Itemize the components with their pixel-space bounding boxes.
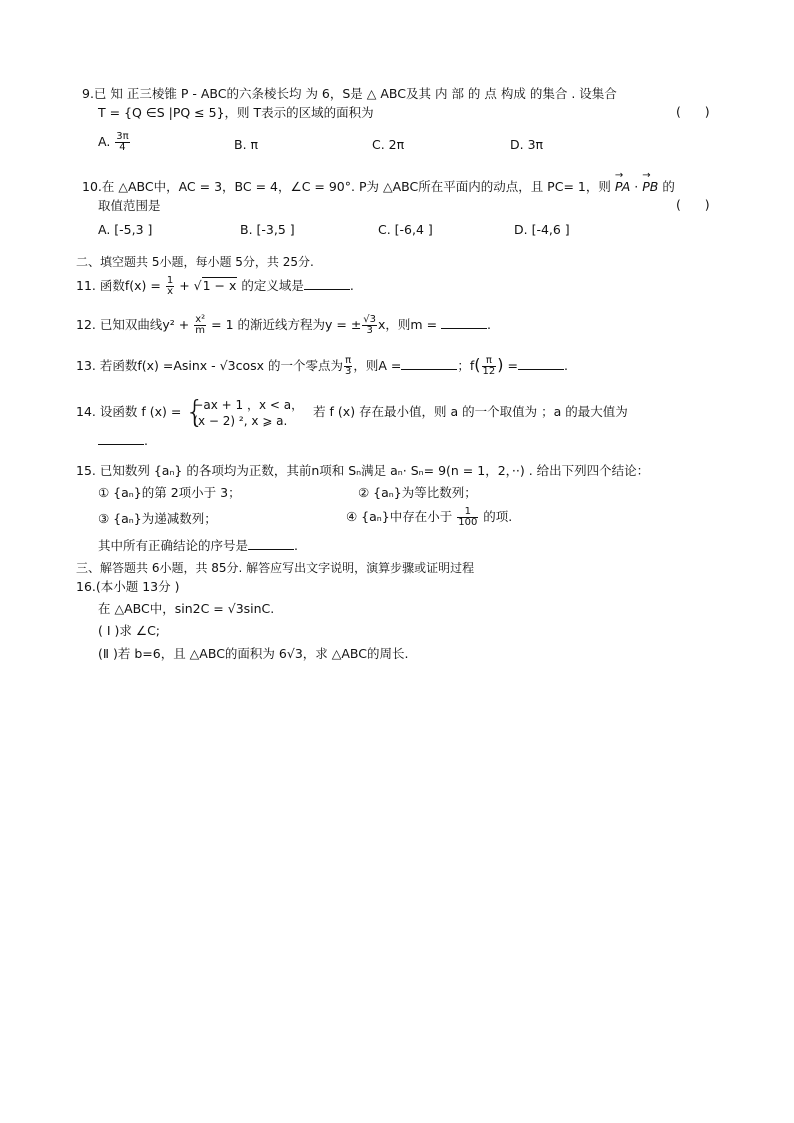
q10-line1: 10.在 △ABC中，AC = 3，BC = 4，∠C = 90°. P为 △ABC所在平面内的动点，且 PC= 1，则 → PA · → PB 的 — [82, 178, 675, 196]
q16-part-1: ( Ⅰ )求 ∠C; — [98, 623, 161, 638]
q15-last-line: 其中所有正确结论的序号是 . — [98, 538, 298, 553]
q12-fraction-x2-m: $\frac{\text{x²}}{m}$ — [195, 314, 206, 336]
q13-answer-blank-f — [518, 357, 564, 370]
q9-option-b: B. π — [234, 137, 259, 152]
q13: 13. 若函数f(x) =Asinx - √3cosx 的一个零点为 $\frac{\pi}{3}$ ，则A = ；f( $\frac{\pi}{12}$ ) = . — [76, 355, 568, 377]
q15-conclusion-2: ② {aₙ}为等比数列； — [358, 485, 477, 500]
vector-pb: → PB — [642, 178, 658, 196]
q9-line2: T = {Q ∈S |PQ ≤ 5}，则 T表示的区域的面积为 — [98, 105, 374, 120]
q10-answer-paren: ( ) — [676, 197, 710, 212]
q11-fraction: $\frac{1}{x}$ — [166, 275, 174, 297]
q12: 12. 已知双曲线y² + $\frac{\text{x²}}{m}$ = 1 的渐近线方程为y = ± $\frac{√3}{3}$ x，则m = . — [76, 314, 492, 336]
q10-option-b: B. [-3,5 ] — [240, 222, 295, 237]
q12-answer-blank — [441, 316, 487, 329]
q12-fraction-sqrt3-3: $\frac{√3}{3}$ — [363, 314, 377, 336]
q13-answer-blank-a — [401, 357, 457, 370]
q14-answer-blank-max — [98, 432, 144, 445]
q11: 11. 函数f(x) = $\frac{1}{x}$ + √1 − x 的定义域是 . — [76, 275, 354, 297]
q14-line2: . — [98, 432, 148, 450]
q9-answer-paren: ( ) — [676, 104, 710, 119]
q9-option-a-fraction: $\frac{3\pi}{4}$ — [116, 131, 129, 153]
q10-option-a: A. [-5,3 ] — [98, 222, 153, 237]
q14-piecewise-function: { −ax + 1 ，x < a， (x − 2) ², x ⩾ a. — [185, 394, 304, 430]
q10-option-d: D. [-4,6 ] — [514, 222, 570, 237]
q16-stem: 在 △ABC中，sin2C = √3sinC. — [98, 601, 275, 616]
q15-answer-blank — [248, 537, 294, 550]
q13-fraction-pi-12: $\frac{\pi}{12}$ — [482, 355, 496, 377]
q15-conclusion-4: ④ {aₙ}中存在小于 $\frac{1}{100}$ 的项. — [346, 506, 513, 528]
q16-part-2: (Ⅱ )若 b=6，且 △ABC的面积为 6√3，求 △ABC的周长. — [98, 646, 409, 661]
q15-conclusion-1: ① {aₙ}的第 2项小于 3； — [98, 485, 241, 500]
q10-line2: 取值范围是 — [98, 198, 161, 213]
q13-fraction-pi-3: $\frac{\pi}{3}$ — [345, 355, 352, 377]
q15-line1: 15. 已知数列 {aₙ} 的各项均为正数，其前n项和 Sₙ满足 aₙ· Sₙ= 9(n = 1，2，··) . 给出下列四个结论： — [76, 463, 650, 478]
vector-pa: → PA — [615, 178, 630, 196]
q14-line1: 14. 设函数 f (x) = { −ax + 1 ，x < a， (x − 2) ², x ⩾ a. 若 f (x) 存在最小值，则 a 的一个取值为 ；a 的最大值为 — [76, 394, 628, 430]
q9-option-d: D. 3π — [510, 137, 544, 152]
q15-conclusion-3: ③ {aₙ}为递减数列； — [98, 511, 217, 526]
q10-option-c: C. [-6,4 ] — [378, 222, 433, 237]
section-solution-title: 三、解答题共 6小题，共 85分. 解答应写出文字说明，演算步骤或证明过程 — [76, 561, 475, 575]
q15-fraction-1-100: $\frac{1}{100}$ — [458, 506, 478, 528]
section-fill-in-title: 二、填空题共 5小题，每小题 5分，共 25分. — [76, 255, 314, 269]
q9-option-c: C. 2π — [372, 137, 405, 152]
q9-line1: 9.已 知 正三棱锥 P - ABC的六条棱长均 为 6，S是 △ ABC及其 内 部 的 点 构成 的集合 . 设集合 — [82, 86, 617, 101]
q16-header: 16.(本小题 13分 ) — [76, 579, 180, 594]
q11-answer-blank — [304, 277, 350, 290]
q9-option-a: A. $\frac{3\pi}{4}$ — [98, 131, 129, 153]
